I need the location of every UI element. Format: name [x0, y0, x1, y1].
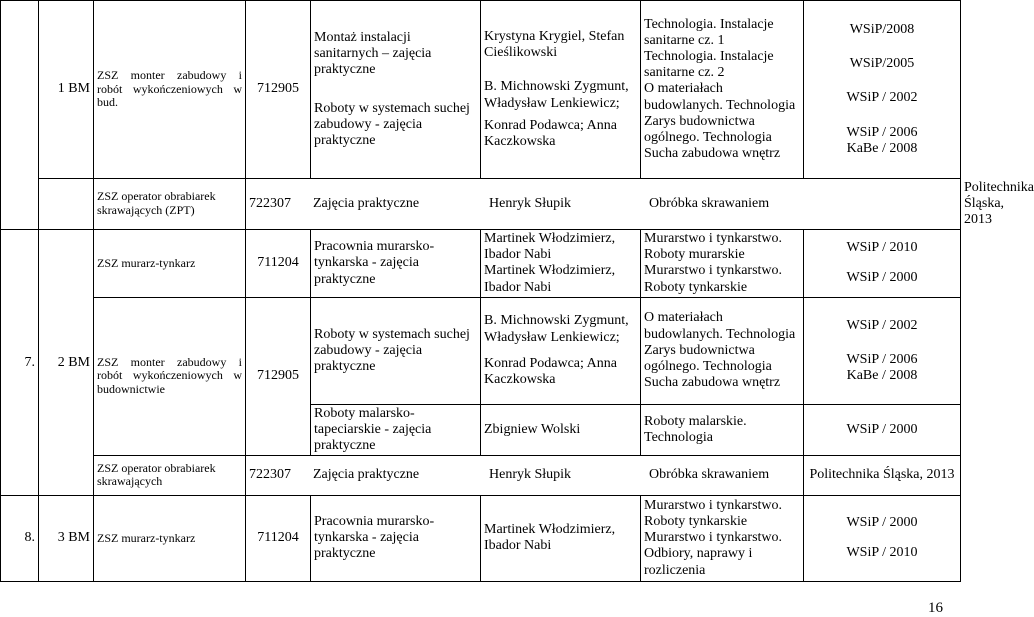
publisher-item: WSiP / 2006	[846, 124, 918, 140]
book-item: Murarstwo i tynkarstwo. Roboty tynkarskie	[644, 498, 783, 530]
table-row	[1, 297, 961, 404]
publisher-item: WSiP / 2010	[846, 545, 918, 561]
publisher-item: WSiP / 2006	[846, 351, 918, 367]
profession-code: 712905	[246, 1, 311, 179]
book-item: Murarstwo i tynkarstwo. Odbiory, naprawy i rozliczenia	[644, 530, 783, 578]
subject-item: Zajęcia praktyczne	[313, 196, 420, 212]
teacher-item: Krystyna Krygiel, Stefan Cieślikowski	[484, 29, 625, 61]
subject-item: Pracownia murarsko-tynkarska - zajęcia praktyczne	[311, 495, 481, 581]
book-item: Technologia. Instalacje sanitarne cz. 1	[644, 17, 774, 49]
book-item: Roboty malarskie. Technologia	[641, 404, 804, 455]
publisher-item: KaBe / 2008	[846, 140, 918, 156]
profession-code: 711204	[246, 230, 311, 297]
profile-cell: ZSZ murarz-tynkarz	[94, 230, 246, 297]
profession-code: 711204	[246, 495, 311, 581]
row-number: 8.	[1, 495, 39, 581]
teachers-cell	[481, 1, 641, 179]
book-item: Zarys budownictwa ogólnego. Technologia	[644, 113, 772, 145]
class-unit: 2 BM	[39, 230, 94, 496]
publisher-item: WSiP / 2010	[846, 240, 918, 256]
book-item: Obróbka skrawaniem	[649, 467, 770, 483]
profile-cell: ZSZ murarz-tynkarz	[94, 495, 246, 581]
books-cell	[641, 495, 804, 581]
book-item: O materiałach budowlanych. Technologia	[644, 81, 796, 113]
row-number: 7.	[1, 230, 39, 496]
subject-item: Roboty w systemach suchej zabudowy - zajęcia praktyczne	[314, 100, 470, 148]
books-cell	[641, 230, 804, 297]
book-item: Zarys budownictwa ogólnego. Technologia	[644, 342, 772, 374]
teacher-item: Martinek Włodzimierz, Ibador Nabi	[481, 495, 641, 581]
book-item: Sucha zabudowa wnętrz	[644, 374, 781, 390]
publisher-item: WSiP/2008	[849, 22, 915, 38]
teacher-item: Konrad Podawca; Anna Kaczkowska	[484, 117, 617, 149]
publisher-item: WSiP / 2000	[846, 515, 918, 531]
teacher-item: Henryk Słupik	[489, 196, 572, 212]
publisher-item: WSiP/2005	[849, 56, 915, 72]
profession-code: 722307	[249, 467, 291, 483]
table-row	[1, 1, 961, 179]
teacher-item: Henryk Słupik	[489, 467, 572, 483]
teacher-item: Martinek Włodzimierz, Ibador Nabi	[484, 263, 616, 295]
profile-cell: ZSZ monter zabudowy i robót wykończeniowych w bud.	[94, 1, 246, 179]
publishers-cell	[804, 495, 961, 581]
teachers-cell	[481, 297, 641, 404]
class-unit: 3 BM	[39, 495, 94, 581]
teacher-item: B. Michnowski Zygmunt, Władysław Lenkiewicz;	[484, 79, 629, 111]
teacher-item: Martinek Włodzimierz, Ibador Nabi	[484, 231, 616, 263]
publisher-item: WSiP / 2002	[846, 90, 918, 106]
teacher-item: Konrad Podawca; Anna Kaczkowska	[484, 355, 617, 387]
profile-cell: ZSZ monter zabudowy i robót wykończeniowych w budownictwie	[94, 297, 246, 455]
book-item: O materiałach budowlanych. Technologia	[644, 310, 796, 342]
book-item: Sucha zabudowa wnętrz	[644, 145, 781, 161]
profile-cell: ZSZ operator obrabiarek skrawających	[94, 455, 246, 495]
inline-row-cell	[246, 455, 804, 495]
subject-item: Roboty w systemach suchej zabudowy - zajęcia praktyczne	[311, 297, 481, 404]
subjects-cell	[311, 1, 481, 179]
publisher-item: KaBe / 2008	[846, 367, 918, 383]
page-number: 16	[928, 599, 943, 616]
book-item: Murarstwo i tynkarstwo. Roboty murarskie	[644, 231, 783, 263]
class-unit: 1 BM	[39, 1, 94, 179]
profession-code: 722307	[249, 196, 291, 212]
book-item: Obróbka skrawaniem	[649, 196, 770, 212]
row-number	[1, 1, 39, 230]
subject-item: Roboty malarsko-tapeciarskie - zajęcia praktyczne	[311, 404, 481, 455]
subject-item: Zajęcia praktyczne	[313, 467, 420, 483]
publishers-cell	[804, 1, 961, 179]
subject-item: Pracownia murarsko-tynkarska - zajęcia praktyczne	[311, 230, 481, 297]
table-row	[1, 455, 961, 495]
inline-row-cell	[246, 179, 961, 230]
publisher-item: WSiP / 2000	[846, 270, 918, 286]
profession-code: 712905	[246, 297, 311, 455]
subject-item: Montaż instalacji sanitarnych – zajęcia praktyczne	[314, 30, 432, 78]
table-row	[1, 230, 961, 297]
books-cell	[641, 297, 804, 404]
books-cell	[641, 1, 804, 179]
publishers-cell	[804, 297, 961, 404]
table-row: ZSZ operator obrabiarek skrawających (ZPT) 722307 Zajęcia praktyczne Henryk Słupik Obróbka skrawaniem Politechnika Śląska, 2013	[1, 179, 961, 230]
teacher-item: Zbigniew Wolski	[481, 404, 641, 455]
teacher-item: B. Michnowski Zygmunt, Władysław Lenkiewicz;	[484, 313, 629, 345]
publisher-item: WSiP / 2002	[846, 317, 918, 333]
book-item: Technologia. Instalacje sanitarne cz. 2	[644, 49, 774, 81]
book-item: Murarstwo i tynkarstwo. Roboty tynkarskie	[644, 263, 783, 295]
table-row	[1, 495, 961, 581]
profile-cell: ZSZ operator obrabiarek skrawających (ZPT)	[94, 179, 246, 230]
publisher-item: Politechnika Śląska, 2013	[804, 455, 961, 495]
publishers-cell	[804, 230, 961, 297]
publisher-item: WSiP / 2000	[804, 404, 961, 455]
teachers-cell	[481, 230, 641, 297]
